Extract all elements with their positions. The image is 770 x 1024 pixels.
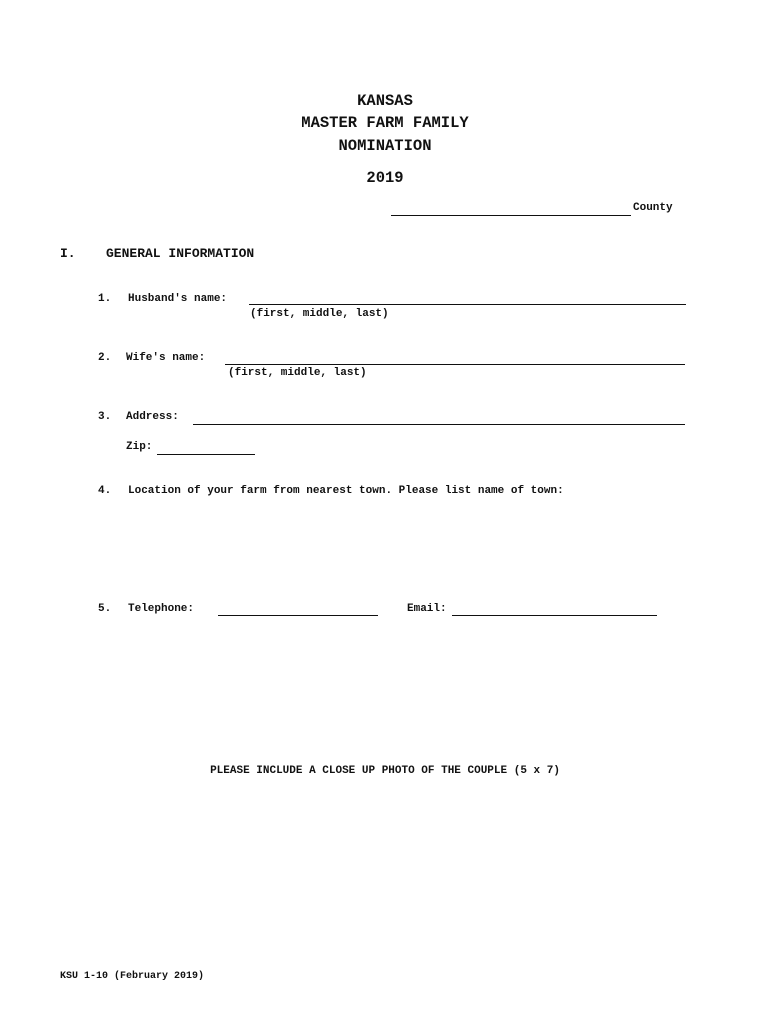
location-item-number: 4. — [98, 485, 112, 497]
wife-name-hint: (first, middle, last) — [228, 367, 367, 379]
wife-name-label: Wife's name: — [126, 352, 206, 364]
county-input[interactable] — [392, 200, 634, 216]
title-state: KANSAS — [357, 92, 413, 110]
husband-item-number: 1. — [98, 293, 112, 305]
zip-label: Zip: — [126, 441, 153, 453]
address-input[interactable] — [194, 409, 688, 425]
section-number: I. — [60, 246, 76, 261]
wife-name-input[interactable] — [226, 349, 688, 365]
title-form-type: NOMINATION — [338, 137, 432, 155]
telephone-label: Telephone: — [128, 603, 195, 615]
title-program: MASTER FARM FAMILY — [301, 114, 469, 132]
address-label: Address: — [126, 411, 179, 423]
location-input[interactable] — [128, 506, 688, 590]
section-title: GENERAL INFORMATION — [106, 246, 255, 261]
zip-input[interactable] — [158, 439, 258, 455]
husband-name-input[interactable] — [250, 289, 689, 305]
photo-instruction: PLEASE INCLUDE A CLOSE UP PHOTO OF THE COUPLE (5 x 7) — [210, 765, 560, 777]
location-label: Location of your farm from nearest town. Please list name of town: — [128, 485, 564, 497]
form-code-footer: KSU 1-10 (February 2019) — [60, 971, 205, 982]
county-label: County — [633, 202, 673, 214]
email-label: Email: — [407, 603, 447, 615]
telephone-item-number: 5. — [98, 603, 112, 615]
address-item-number: 3. — [98, 411, 112, 423]
husband-name-hint: (first, middle, last) — [250, 308, 389, 320]
form-year: 2019 — [366, 169, 404, 187]
wife-item-number: 2. — [98, 352, 112, 364]
telephone-input[interactable] — [219, 600, 381, 616]
husband-name-label: Husband's name: — [128, 293, 228, 305]
email-input[interactable] — [453, 600, 660, 616]
